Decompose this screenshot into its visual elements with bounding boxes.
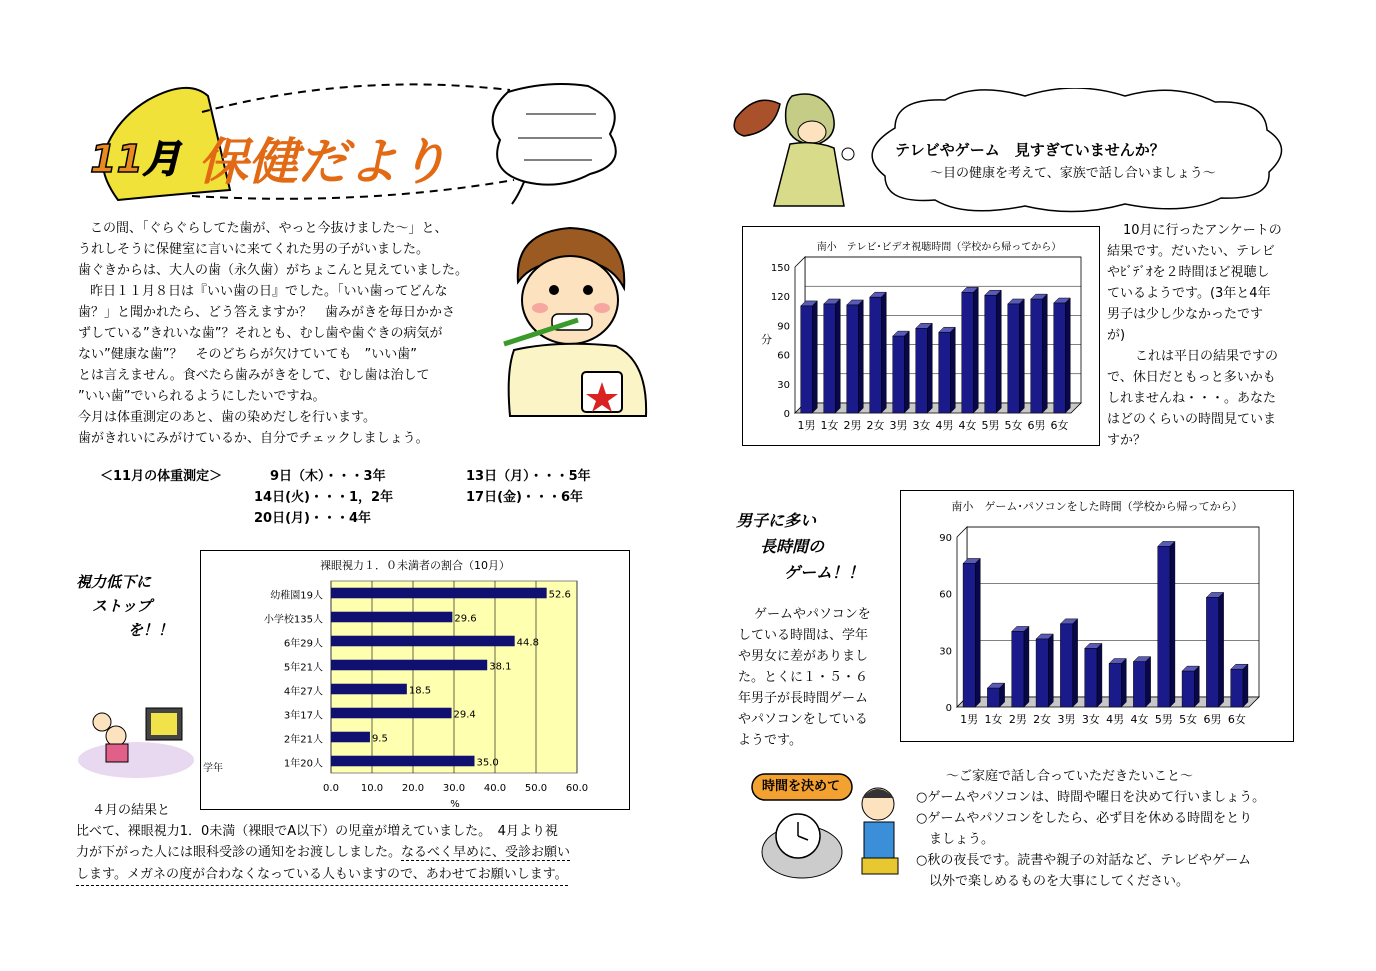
bar [331, 636, 515, 647]
game-text-line: している時間は、学年 [738, 628, 869, 643]
x-category-label: 2女 [1033, 713, 1052, 726]
x-category-label: 1男 [960, 713, 979, 726]
bar-side [881, 292, 886, 413]
y-tick-label: 30 [939, 646, 952, 658]
bar-value-label: 38.1 [489, 661, 512, 673]
x-category-label: 2男 [1008, 713, 1027, 726]
bar [1231, 669, 1243, 707]
game-section-text [738, 604, 898, 751]
bar-side [975, 558, 980, 707]
bar-side [904, 331, 909, 413]
family-heading: ～ご家庭で話し合っていただきたいこと～ [946, 769, 1194, 784]
intro-line: ”いい歯”でいられるようにしたいですね。 [78, 389, 326, 404]
intro-line: ない”健康な歯”？ そのどちらが欠けていても ”いい歯” [78, 347, 417, 362]
schedule-item: 20日(月)・・・4年 [254, 511, 372, 526]
y-category-label: 小学校135人 [263, 614, 323, 626]
x-category-label: 5男 [981, 419, 1000, 432]
bar-value-label: 29.6 [454, 613, 477, 625]
bar [1133, 662, 1145, 707]
bar [331, 708, 452, 719]
bar [331, 756, 475, 767]
tv-section-subtitle: ～目の健康を考えて、家族で話し合いましょう～ [930, 166, 1216, 181]
x-tick-label: 10.0 [360, 783, 384, 794]
tv-text-line: が) [1107, 328, 1126, 343]
intro-line: 歯？」と聞かれたら、どう答えますか？ 歯みがきを毎日かかさ [78, 305, 456, 320]
tv-text-line: 10月に行ったアンケートの [1123, 223, 1282, 238]
y-tick-label: 90 [777, 321, 790, 333]
bar [331, 732, 370, 743]
month-title: 11月 [90, 137, 181, 181]
vision-result [76, 800, 646, 886]
tv-time-chart [742, 226, 1100, 446]
bar [893, 336, 905, 413]
slogan-line: ゲーム！！ [784, 563, 865, 582]
x-category-label: 3女 [1081, 713, 1100, 726]
bar-side [996, 290, 1001, 413]
tv-text-line: ているようです。(3年と4年 [1107, 286, 1271, 301]
tv-text-line: すか？ [1107, 433, 1147, 448]
family-item: ましょう。 [916, 832, 995, 847]
schedule-item: 13日（月）・・・5年 [466, 469, 591, 484]
bar-side [1194, 666, 1199, 707]
slogan-line: ストップ [92, 597, 152, 615]
game-text-line: た。とくに１・５・６ [738, 670, 869, 685]
bar [331, 588, 547, 599]
bar [1031, 299, 1043, 413]
tv-text-line: で、休日だともっと多いかも [1107, 370, 1276, 385]
bar-value-label: 18.5 [408, 685, 432, 697]
x-category-label: 5女 [1004, 419, 1023, 432]
bar [1036, 639, 1048, 707]
bar-value-label: 35.0 [476, 757, 499, 769]
tv-section-title: テレビやゲーム 見すぎていませんか？ [895, 141, 1165, 159]
x-tick-label: 60.0 [565, 783, 589, 794]
schedule-item: 9日（木）・・・3年 [270, 469, 386, 484]
chart-title: 南小 ゲーム･パソコンをした時間（学校から帰ってから） [951, 500, 1243, 513]
y-category-label: 5年21人 [283, 662, 323, 674]
bar [331, 612, 452, 623]
bar-value-label: 52.6 [548, 589, 571, 601]
x-category-label: 4女 [1130, 713, 1149, 726]
bar-side [1097, 643, 1102, 707]
bar [331, 684, 407, 695]
game-chart-svg [901, 491, 1293, 741]
bar [1109, 664, 1121, 707]
bar [1158, 546, 1170, 707]
bar [331, 660, 487, 671]
y-tick-label: 90 [939, 533, 952, 544]
x-category-label: 6男 [1027, 419, 1046, 432]
family-item: 以外で楽しめるものを大事にしてください。 [916, 874, 1190, 889]
intro-line: 歯がきれいにみがけているか、自分でチェックしましょう。 [78, 431, 429, 446]
bar-value-label: 29.4 [453, 709, 476, 721]
family-discussion [916, 766, 1316, 892]
chart-title: 裸眼視力１．０未満者の割合（10月） [320, 559, 510, 572]
x-tick-label: 30.0 [442, 783, 466, 794]
request-underlined: なるべく早めに、受診お願い [401, 845, 571, 860]
x-tick-label: 40.0 [483, 783, 507, 794]
bar [939, 332, 951, 413]
game-text-line: ようです。 [738, 733, 802, 748]
x-category-label: 5男 [1154, 713, 1173, 726]
y-tick-label: 150 [770, 263, 790, 274]
bar [824, 304, 836, 413]
x-category-label: 1女 [984, 713, 1003, 726]
x-tick-label: 0.0 [323, 783, 339, 794]
game-time-chart [900, 490, 1294, 742]
bar-side [1243, 664, 1248, 707]
x-category-label: 5女 [1179, 713, 1198, 726]
x-category-label: 4男 [1106, 713, 1125, 726]
vision-chart [200, 550, 630, 810]
x-category-label: 3女 [912, 419, 931, 432]
intro-line: 歯ぐきからは、大人の歯（永久歯）がちょこんと見えていました。 [78, 263, 469, 278]
family-item: ○秋の夜長です。読書や親子の対話など、テレビやゲーム [916, 853, 1252, 868]
bar [1182, 671, 1194, 707]
bar [1054, 303, 1066, 413]
y-tick-label: 60 [939, 589, 952, 601]
intro-line: 今月は体重測定のあと、歯の染めだしを行います。 [78, 410, 376, 425]
bar-side [1219, 592, 1224, 707]
x-category-label: 6男 [1203, 713, 1222, 726]
bar-side [1121, 659, 1126, 707]
bar [916, 328, 928, 413]
y-category-label: 3年17人 [283, 710, 323, 722]
x-category-label: 2男 [843, 419, 862, 432]
bar [963, 563, 975, 707]
schedule-item: 17日(金)・・・6年 [466, 490, 584, 505]
x-category-label: 2女 [866, 419, 885, 432]
schedule-heading: ＜11月の体重測定＞ [100, 469, 223, 484]
tv-text-line: 男子は少し少なかったです [1107, 307, 1264, 322]
tv-text-line: やﾋﾞﾃﾞｵを２時間ほど視聴し [1107, 265, 1270, 280]
intro-line: とは言えません。食べたら歯みがきをして、むし歯は治して [78, 368, 430, 383]
tv-text-line: はどのくらいの時間見ていま [1107, 412, 1277, 427]
x-category-label: 4女 [958, 419, 977, 432]
bar-side [835, 299, 840, 413]
x-category-label: 3男 [1057, 713, 1076, 726]
intro-line: 昨日１１月８日は『いい歯の日』でした。「いい歯ってどんな [90, 284, 448, 299]
slogan-line: を！！ [128, 621, 174, 639]
x-category-label: 6女 [1227, 713, 1246, 726]
result-line [76, 842, 646, 863]
result-line: ４月の結果と [92, 803, 171, 818]
y-category-label: 4年27人 [283, 686, 323, 698]
bar-value-label: 44.8 [516, 637, 539, 649]
bar-side [1024, 626, 1029, 707]
y-tick-label: 0 [783, 409, 790, 420]
intro-line: この間、「ぐらぐらしてた歯が、やっと今抜けました～」と、 [90, 221, 448, 236]
y-category-label: 幼稚園19人 [270, 590, 323, 602]
bar-side [1146, 657, 1151, 707]
bar [1008, 304, 1020, 413]
header-banner [60, 78, 650, 208]
bar-side [1170, 541, 1175, 707]
bar [1206, 597, 1218, 707]
game-text-line: 年男子が長時間ゲーム [738, 691, 869, 706]
game-text-line: やパソコンをしている [738, 712, 868, 727]
bar-value-label: 9.5 [371, 733, 388, 745]
weight-schedule [100, 466, 640, 532]
acorn-child-illustration [730, 92, 860, 212]
bar [985, 295, 997, 413]
slogan-line: 男子に多い [736, 511, 817, 530]
bar-side [973, 287, 978, 413]
game-slogan [736, 508, 896, 586]
x-tick-label: 50.0 [524, 783, 548, 794]
bar-side [1042, 294, 1047, 413]
result-line: します。メガネの度が合わなくなっている人もいますので、あわせてお願いします。 [76, 864, 568, 886]
game-text-line: や男女に差がありまし [738, 649, 869, 664]
bar [1085, 648, 1097, 707]
bar [987, 688, 999, 707]
result-line-part: 力が下がった人には眼科受診の通知をお渡ししました。 [76, 845, 402, 860]
vision-slogan [76, 570, 196, 642]
bar [1060, 624, 1072, 707]
chart-title: 南小 テレビ･ビデオ視聴時間（学校から帰ってから） [816, 242, 1062, 253]
tv-chart-svg [743, 227, 1099, 445]
bar [847, 305, 859, 413]
axis-label-x: % [450, 799, 460, 809]
dashed-arc-decoration [192, 78, 522, 208]
x-category-label: 1男 [797, 419, 816, 432]
slogan-line: 視力低下に [76, 573, 152, 591]
bar-side [1048, 634, 1053, 707]
bar-side [950, 327, 955, 413]
bar-side [858, 300, 863, 413]
slogan-line: 長時間の [760, 537, 825, 556]
tv-text-line: 結果です。だいたい、テレビ [1107, 244, 1275, 259]
page-title: 保健だより [198, 133, 448, 191]
intro-line: うれしそうに保健室に言いに来てくれた男の子がいました。 [78, 242, 430, 257]
y-tick-label: 0 [945, 703, 952, 714]
bar-side [1065, 298, 1070, 413]
intro-line: ずしている”きれいな歯”？それとも、むし歯や歯ぐきの病気が [78, 326, 443, 341]
bar [962, 292, 974, 413]
y-tick-label: 60 [777, 350, 790, 362]
bar [801, 306, 813, 413]
x-category-label: 3男 [889, 419, 908, 432]
x-category-label: 4男 [935, 419, 954, 432]
axis-label-y: 分 [761, 333, 772, 346]
x-category-label: 6女 [1050, 419, 1069, 432]
axis-label-y: 学年 [203, 763, 223, 774]
bar [870, 297, 882, 413]
schedule-item: 14日(火)・・・1，2年 [254, 490, 394, 505]
vision-chart-svg [201, 551, 629, 809]
intro-paragraph [78, 218, 508, 449]
tv-text-line: しれませんね・・・。あなた [1107, 391, 1277, 406]
bar-side [1073, 619, 1078, 707]
tv-text-line: これは平日の結果ですの [1135, 349, 1279, 364]
x-tick-label: 20.0 [401, 783, 425, 794]
family-item: ○ゲームやパソコンは、時間や曜日を決めて行いましょう。 [916, 790, 1266, 805]
y-category-label: 1年20人 [283, 758, 323, 770]
bar-side [927, 323, 932, 413]
result-line: 比べて、裸眼視力1．0未満（裸眼でA以下）の児童が増えていました。 4月より視 [76, 824, 558, 839]
y-tick-label: 120 [770, 292, 790, 304]
y-category-label: 6年29人 [283, 638, 323, 650]
tv-section-text [1107, 220, 1307, 451]
y-category-label: 2年21人 [283, 734, 323, 746]
kids-watching-tv-illustration [76, 700, 196, 780]
game-text-line: ゲームやパソコンを [754, 607, 871, 622]
y-tick-label: 30 [777, 379, 790, 391]
bar-side [1019, 299, 1024, 413]
bar [1012, 631, 1024, 707]
family-item: ○ゲームやパソコンをしたら、必ず目を休める時間をとり [916, 811, 1253, 826]
time-badge-label: 時間を決めて [762, 779, 841, 794]
boy-brushing-teeth-illustration [498, 222, 658, 417]
bar-side [812, 301, 817, 413]
x-category-label: 1女 [820, 419, 839, 432]
